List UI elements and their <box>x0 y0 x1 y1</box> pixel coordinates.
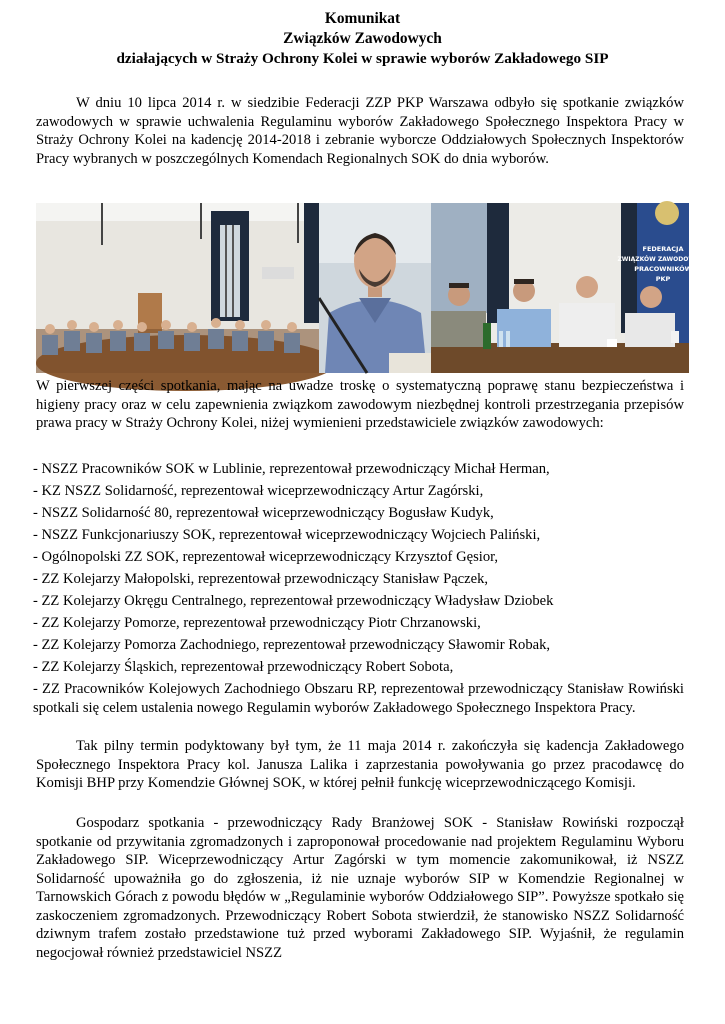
list-item: - KZ NSZZ Solidarność, reprezentował wiceprzewodniczący Artur Zagórski, <box>33 483 484 499</box>
banner-line-4: PKP <box>655 275 671 283</box>
photo-meeting-room <box>36 203 319 373</box>
document-title-line-3: działających w Straży Ochrony Kolei w sprawie wyborów Zakładowego SIP <box>116 50 609 67</box>
banner-line-2: ZWIĄZKÓW ZAWODOWYCH <box>617 256 709 263</box>
list-item: - ZZ Kolejarzy Pomorza Zachodniego, reprezentował przewodniczący Sławomir Robak, <box>33 637 551 653</box>
document-title-line-2: Związków Zawodowych <box>283 30 442 47</box>
document-title-line-1: Komunikat <box>324 10 401 27</box>
list-item: - NSZZ Solidarność 80, reprezentował wiceprzewodniczący Bogusław Kudyk, <box>33 505 494 521</box>
photo-presidium <box>431 203 709 373</box>
banner-line-3: PRACOWNIKÓW <box>634 265 692 273</box>
banner-line-1: FEDERACJA <box>642 245 684 253</box>
list-item: - ZZ Kolejarzy Małopolski, reprezentował przewodniczący Stanisław Pączek, <box>33 571 489 587</box>
list-item: - NSZZ Pracowników SOK w Lublinie, reprezentował przewodniczący Michał Herman, <box>33 461 550 477</box>
intro-paragraph: W dniu 10 lipca 2014 r. w siedzibie Federacji ZZP PKP Warszawa odbyło się spotkanie związków zawodowych w sprawie uchwalenia Regulaminu wyborów Zakładowego Społecznego Inspektora Pracy w Straży Ochrony Kolei na kadencję 2014-2018 i zebranie wyborcze Oddziałowych Społecznych Inspektorów Pracy wybranych w poszczególnych Komendach Regionalnych SOK do dnia wyborów. <box>36 95 684 167</box>
list-item: - ZZ Kolejarzy Śląskich, reprezentował przewodniczący Robert Sobota, <box>33 659 454 675</box>
paragraph-deadline: Tak pilny termin podyktowany był tym, że 11 maja 2014 r. zakończyła się kadencja Zakładowego Społecznego Inspektora Pracy kol. Janusza Lalika i zaprzestania powoływania go przez pracodawcę do Komisji BHP przy Komendzie Głównej SOK, w której pełnił funkcję wiceprzewodniczącego Komisji. <box>36 738 684 791</box>
list-item: - Ogólnopolski ZZ SOK, reprezentował wiceprzewodniczący Krzysztof Gęsior, <box>33 549 499 565</box>
list-item: - ZZ Kolejarzy Pomorze, reprezentował przewodniczący Piotr Chrzanowski, <box>33 615 481 631</box>
paragraph-meeting-host: Gospodarz spotkania - przewodniczący Rady Branżowej SOK - Stanisław Rowiński rozpoczął spotkanie od przywitania zgromadzonych i zaproponował procedowanie nad projektem Regulaminu Wyboru Zakładowego SIP. Wiceprzewodniczący Artur Zagórski w tym momencie zakomunikował, iż NSZZ Solidarność upoważniła go do zgłoszenia, iż nie uznaje wyborów SIP w Komendzie Regionalnej w Tarnowskich Górach z powodu błędów w „Regulaminie wyborów Oddziałowego SIP”. Powyższe spotkało się zaskoczeniem zgromadzonych. Przewodniczący Robert Sobota stwierdził, że stanowisko NSZZ Solidarność dziwnym trafem zostało przedstawione tuż przed wyborami Zakładowego SIP. Wyjaśnił, że regulamin negocjował również przedstawiciel NSZZ <box>36 815 684 961</box>
list-item-last: - ZZ Pracowników Kolejowych Zachodniego Obszaru RP, reprezentował przewodniczący Stanisław Rowiński spotkali się celem ustalenia nowego Regulamin wyborów Zakładowego Społecznego Inspektora Pracy. <box>33 681 684 716</box>
list-item: - ZZ Kolejarzy Okręgu Centralnego, reprezentował przewodniczący Władysław Dziobek <box>33 593 554 609</box>
photo-speaker <box>319 203 431 373</box>
list-item: - NSZZ Funkcjonariuszy SOK, reprezentował wiceprzewodniczący Wojciech Paliński, <box>33 527 541 543</box>
paragraph-first-part: W pierwszej części spotkania, mając na uwadze troskę o systematyczną poprawę stanu bezpieczeństwa i higieny pracy oraz w celu zapewnienia związkom zawodowym niezbędnej kontroli przestrzegania przepisów prawa pracy w Straży Ochrony Kolei, niżej wymienieni przedstawiciele związków zawodowych: <box>36 378 684 431</box>
